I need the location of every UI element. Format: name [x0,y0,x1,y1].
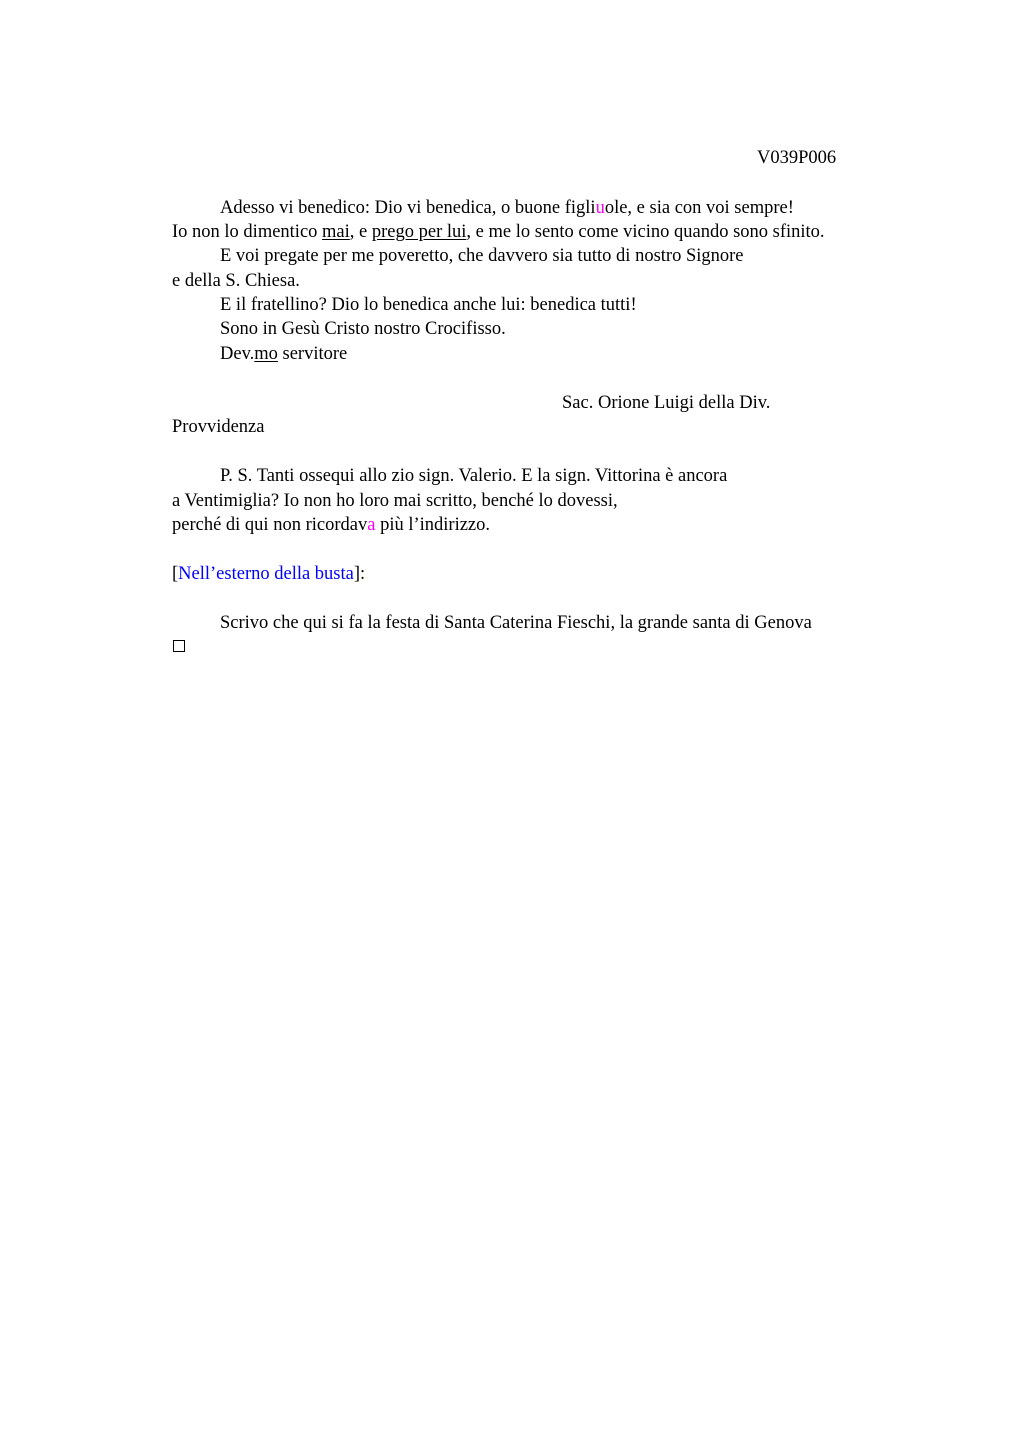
text-segment: Adesso vi benedico: Dio vi benedica, o buone figli [220,198,596,218]
letter-line-2 [172,220,825,244]
signature-line-1: Sac. Orione Luigi della Div. [562,393,771,413]
bracket: ]: [353,564,366,584]
correction-mark: a [367,515,376,535]
underlined-text: mai [322,222,350,242]
signature-line-2: Provvidenza [172,417,265,437]
underlined-text: prego per lui [371,222,467,242]
text-segment: più l’indirizzo. [375,515,491,535]
correction-mark: u [595,198,605,218]
text-segment: ole, e sia con voi sempre! [604,198,794,218]
document-id: V039P006 [757,148,837,168]
letter-line-3: E voi pregate per me poveretto, che davvero sia tutto di nostro Signore [220,246,744,266]
text-segment: Io non lo dimentico [172,222,323,242]
editorial-note: Nell’esterno della busta [178,564,354,584]
empty-box-icon [173,640,185,652]
postscript-line-3 [172,513,490,537]
text-segment: perché di qui non ricordav [172,515,368,535]
postscript-line-2: a Ventimiglia? Io non ho loro mai scritto, benché lo dovessi, [172,491,618,511]
text-segment: servitore [277,344,348,364]
letter-line-5: E il fratellino? Dio lo benedica anche lui: benedica tutti! [220,295,637,315]
letter-line-6: Sono in Gesù Cristo nostro Crocifisso. [220,319,506,339]
letter-closing [220,342,347,366]
text-segment: Dev. [220,344,255,364]
letter-line-1 [220,196,794,220]
underlined-text: mo [254,344,278,364]
envelope-text: Scrivo che qui si fa la festa di Santa Caterina Fieschi, la grande santa di Genova [220,613,812,633]
text-segment: , e [349,222,372,242]
postscript-line-1: P. S. Tanti ossequi allo zio sign. Valerio. E la sign. Vittorina è ancora [220,466,728,486]
letter-line-4: e della S. Chiesa. [172,271,300,291]
envelope-note [172,562,365,586]
text-segment: , e me lo sento come vicino quando sono sfinito. [466,222,825,242]
bracket: [ [172,564,179,584]
